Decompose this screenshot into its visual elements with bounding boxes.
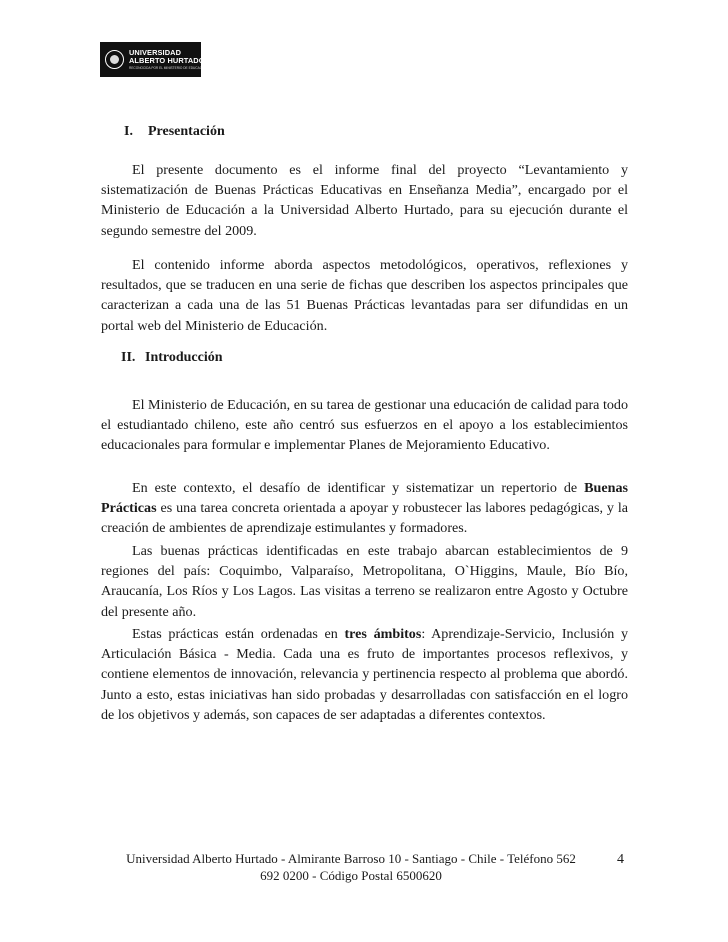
logo-line-1: UNIVERSIDAD bbox=[129, 47, 182, 57]
logo-line-3: RECONOCIDA POR EL MINISTERIO DE EDUCACIÓN bbox=[129, 65, 208, 70]
logo-line-2: ALBERTO HURTADO bbox=[129, 56, 205, 65]
paragraph-introduccion-1: El Ministerio de Educación, en su tarea de gestionar una educación de calidad para todo el estudiantado chileno, este año centró sus esfuerzos en el apoyo a los establecimientos educacionales para formular e implementar Planes de Mejoramiento Educativo. bbox=[101, 397, 628, 454]
section-title: Presentación bbox=[148, 124, 225, 139]
paragraph-text: : Aprendizaje-Servicio, Inclusión y Articulación Básica - Media. Cada una es fruto de importantes procesos reflexivos, y contiene elementos de innovación, relevancia y pertinencia respecto al problema que abordó. Junto a esto, estas iniciativas han sido probadas y desarrolladas con satisfacción en el logro de los objetivos y además, son capaces de ser adaptadas a diferentes contextos. bbox=[101, 626, 628, 723]
emphasis-buenas-practicas: Buenas Prácticas bbox=[101, 480, 628, 517]
paragraph-presentacion-1: El presente documento es el informe final del proyecto “Levantamiento y sistematización de Buenas Prácticas Educativas en Enseñanza Media”, encargado por el Ministerio de Educación a la Universidad Alberto Hurtado, para su ejecución durante el segundo semestre del 2009. bbox=[101, 162, 628, 239]
page-number: 4 bbox=[617, 852, 624, 867]
emphasis-tres-ambitos: tres ámbitos bbox=[344, 626, 422, 642]
university-seal-icon bbox=[105, 50, 124, 69]
paragraph-text: Estas prácticas están ordenadas en bbox=[132, 626, 345, 642]
paragraph-introduccion-3: Las buenas prácticas identificadas en este trabajo abarcan establecimientos de 9 regiones del país: Coquimbo, Valparaíso, Metropolitana, O`Higgins, Maule, Bío Bío, Araucanía, Los Ríos y Los Lagos. Las visitas a terreno se realizaron entre Agosto y Octubre del presente año. bbox=[101, 543, 628, 620]
page-footer bbox=[101, 851, 601, 884]
paragraph-introduccion-4 bbox=[101, 624, 628, 725]
section-title: Introducción bbox=[145, 350, 223, 365]
paragraph-presentacion-2: El contenido informe aborda aspectos metodológicos, operativos, reflexiones y resultados, que se traducen en una serie de fichas que describen los aspectos principales que caracterizan a cada una de las 51 Buenas Prácticas levantadas para ser difundidas en un portal web del Ministerio de Educación. bbox=[101, 257, 628, 334]
section-number: I. bbox=[124, 124, 133, 139]
section-heading-introduccion bbox=[121, 348, 223, 368]
section-number: II. bbox=[121, 350, 136, 365]
paragraph-text: es una tarea concreta orientada a apoyar y robustecer las labores pedagógicas, y la creación de ambientes de aprendizaje estimulantes y formadores. bbox=[101, 500, 628, 537]
paragraph-introduccion-2 bbox=[101, 478, 628, 539]
section-heading-presentacion bbox=[124, 122, 225, 142]
university-logo bbox=[100, 42, 208, 77]
logo-text bbox=[129, 49, 208, 71]
footer-address-line-2: 692 0200 - Código Postal 6500620 bbox=[260, 867, 442, 883]
paragraph-text: En este contexto, el desafío de identificar y sistematizar un repertorio de bbox=[132, 480, 585, 496]
footer-address-line-1: Universidad Alberto Hurtado - Almirante Barroso 10 - Santiago - Chile - Teléfono 562 bbox=[126, 851, 576, 866]
